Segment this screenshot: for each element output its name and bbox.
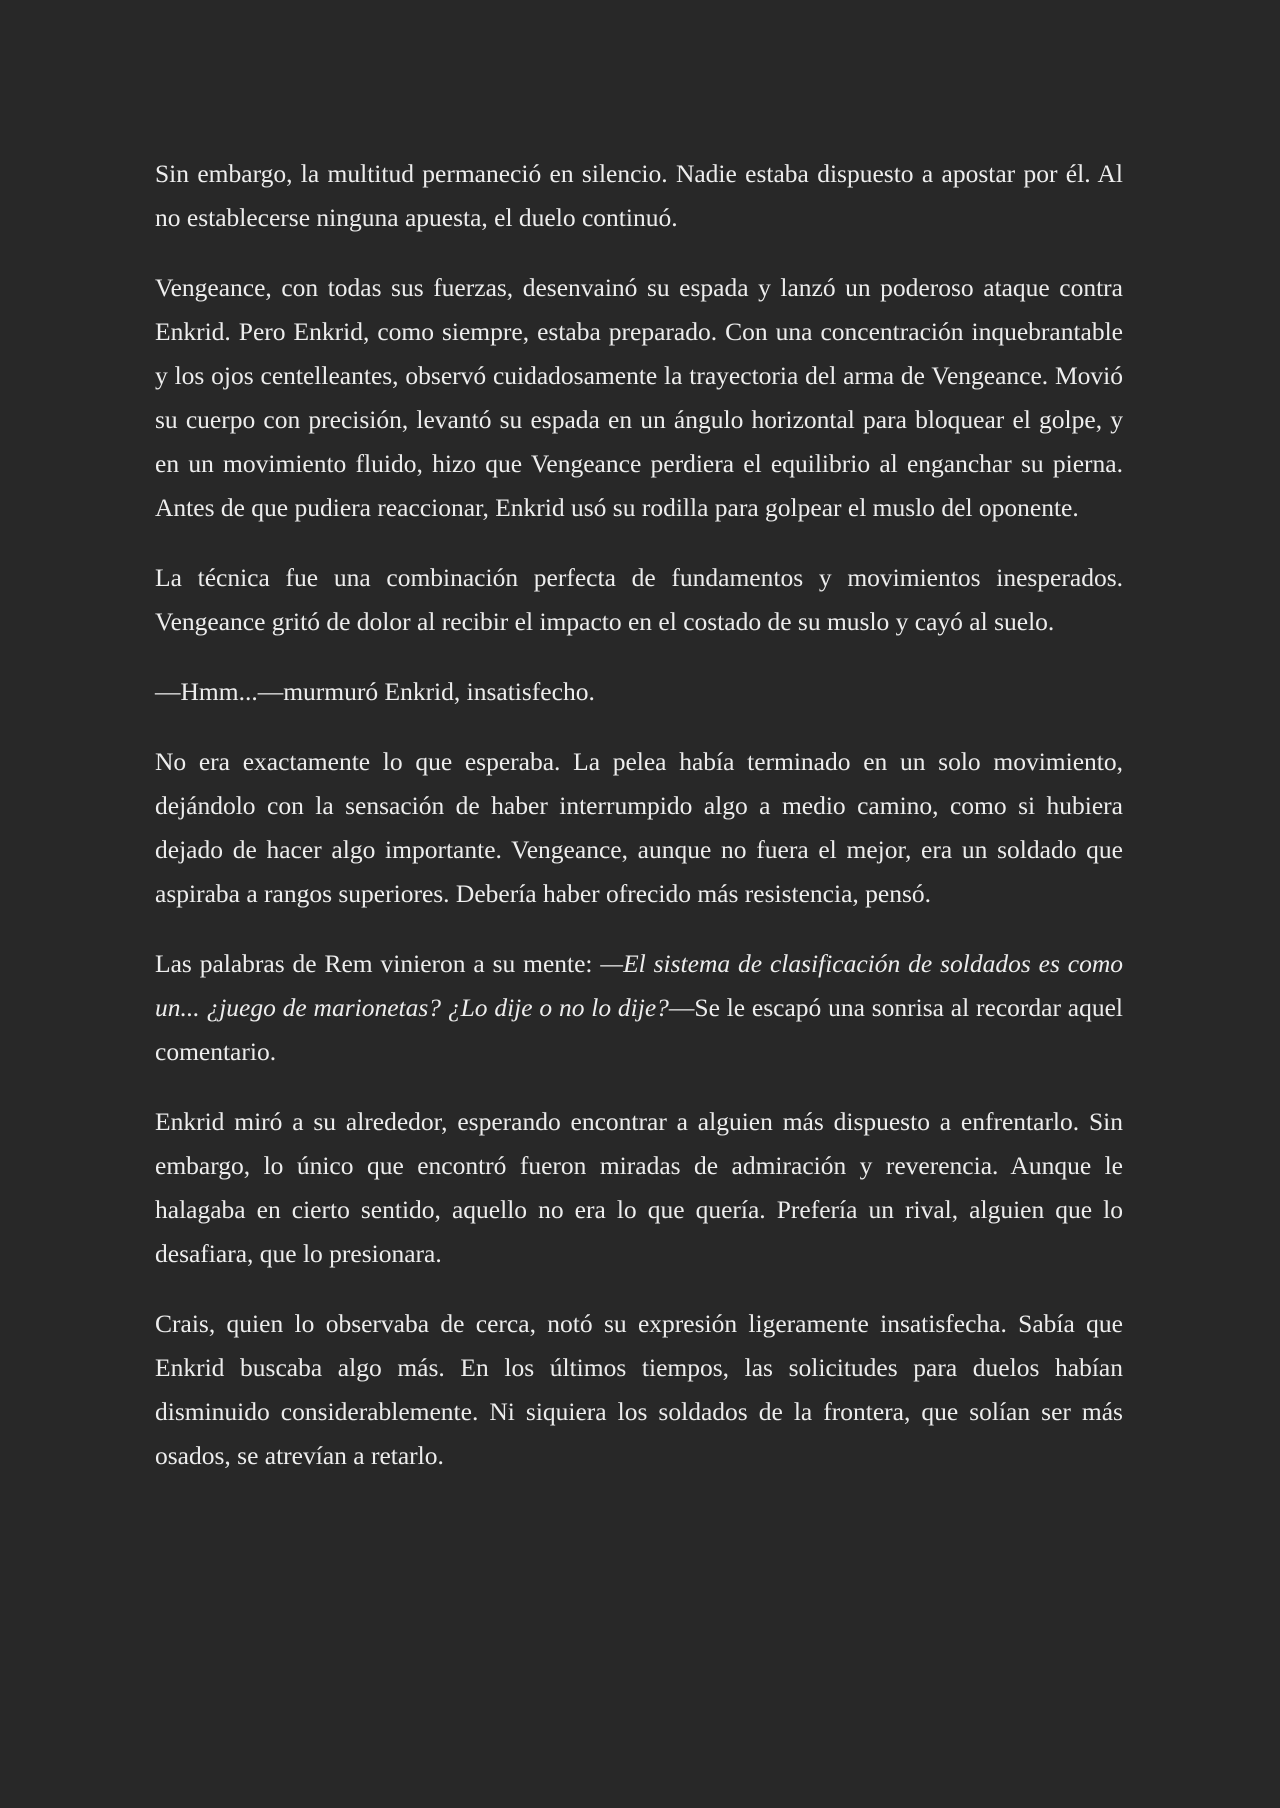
reading-content	[155, 152, 1123, 1504]
paragraph-2: Vengeance, con todas sus fuerzas, desenvainó su espada y lanzó un poderoso ataque contra Enkrid. Pero Enkrid, como siempre, estaba preparado. Con una concentración inquebrantable y los ojos centelleantes, observó cuidadosamente la trayectoria del arma de Vengeance. Movió su cuerpo con precisión, levantó su espada en un ángulo horizontal para bloquear el golpe, y en un movimiento fluido, hizo que Vengeance perdiera el equilibrio al enganchar su pierna. Antes de que pudiera reaccionar, Enkrid usó su rodilla para golpear el muslo del oponente.	[155, 273, 1123, 522]
paragraph-5: No era exactamente lo que esperaba. La pelea había terminado en un solo movimiento, dejándolo con la sensación de haber interrumpido algo a medio camino, como si hubiera dejado de hacer algo importante. Vengeance, aunque no fuera el mejor, era un soldado que aspiraba a rangos superiores. Debería haber ofrecido más resistencia, pensó.	[155, 747, 1123, 908]
paragraph-1: Sin embargo, la multitud permaneció en silencio. Nadie estaba dispuesto a apostar por él. Al no establecerse ninguna apuesta, el duelo continuó.	[155, 159, 1123, 232]
paragraph-8: Crais, quien lo observaba de cerca, notó su expresión ligeramente insatisfecha. Sabía que Enkrid buscaba algo más. En los últimos tiempos, las solicitudes para duelos habían disminuido considerablemente. Ni siquiera los soldados de la frontera, que solían ser más osados, se atrevían a retarlo.	[155, 1309, 1123, 1470]
dialogue-line: —Hmm...—murmuró Enkrid, insatisfecho.	[155, 677, 595, 706]
paragraph-6-tail: —Se le escapó una sonrisa al recordar aquel comentario.	[155, 993, 1123, 1066]
paragraph-7: Enkrid miró a su alrededor, esperando encontrar a alguien más dispuesto a enfrentarlo. Sin embargo, lo único que encontró fueron miradas de admiración y reverencia. Aunque le halagaba en cierto sentido, aquello no era lo que quería. Prefería un rival, alguien que lo desafiara, que lo presionara.	[155, 1107, 1123, 1268]
paragraph-6-lead: Las palabras de Rem vinieron a su mente:	[155, 949, 601, 978]
paragraph-3: La técnica fue una combinación perfecta de fundamentos y movimientos inesperados. Vengeance gritó de dolor al recibir el impacto en el costado de su muslo y cayó al suelo.	[155, 563, 1123, 636]
paragraph-6-italic-quote: —El sistema de clasificación de soldados es como un... ¿juego de marionetas? ¿Lo dije o no lo dije?	[155, 949, 1123, 1022]
paragraph-6	[155, 942, 1123, 1074]
